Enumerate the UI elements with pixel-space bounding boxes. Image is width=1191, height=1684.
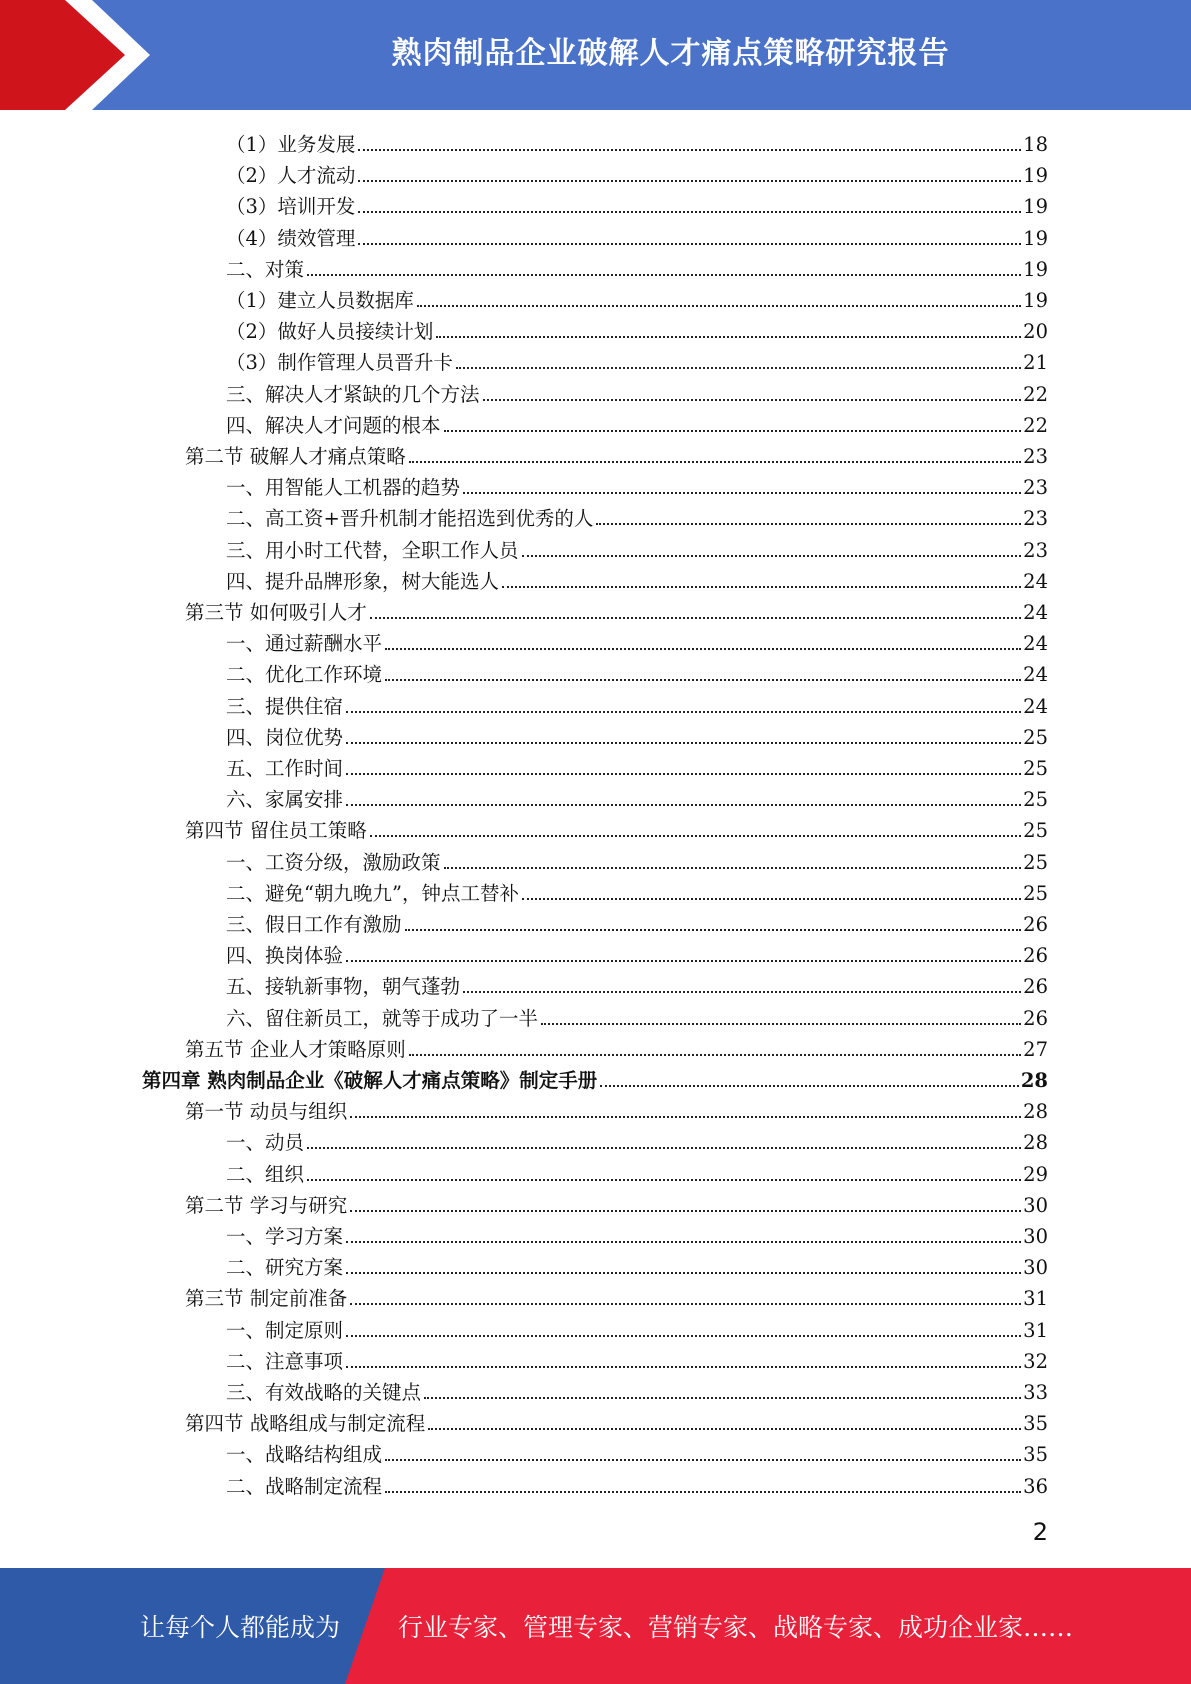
toc-subsection-entry[interactable] [226, 1469, 1048, 1500]
toc-subsection-entry[interactable] [226, 501, 1048, 532]
toc-section-entry[interactable] [185, 813, 1048, 844]
toc-entry-title: 二、研究方案 [226, 1256, 344, 1280]
toc-entry-page: 35 [1023, 1443, 1048, 1467]
report-title: 熟肉制品企业破解人才痛点策略研究报告 [391, 36, 950, 71]
toc-subsection-entry[interactable] [226, 189, 1048, 220]
toc-chapter-entry[interactable] [142, 1063, 1048, 1094]
toc-entry-title: 三、有效战略的关键点 [226, 1381, 422, 1404]
toc-dot-leader [346, 1335, 1021, 1337]
toc-entry-page: 26 [1023, 975, 1048, 999]
toc-dot-leader [502, 586, 1021, 588]
toc-dot-leader [307, 1179, 1021, 1181]
toc-entry-page: 35 [1023, 1412, 1048, 1436]
toc-subsection-entry[interactable] [226, 252, 1048, 283]
toc-section-entry[interactable] [185, 1094, 1048, 1125]
toc-dot-leader [350, 1116, 1021, 1118]
toc-subsection-entry[interactable] [226, 969, 1048, 1000]
toc-dot-leader [417, 305, 1021, 307]
toc-entry-page: 26 [1023, 913, 1048, 936]
toc-dot-leader [444, 867, 1022, 869]
toc-entry-title: 六、留住新员工，就等于成功了一半 [226, 1006, 539, 1030]
toc-entry-page: 31 [1023, 1318, 1048, 1342]
toc-subsection-entry[interactable] [226, 283, 1048, 314]
toc-dot-leader [444, 430, 1022, 432]
toc-subsection-entry[interactable] [226, 127, 1048, 158]
toc-dot-leader [370, 617, 1021, 619]
toc-subsection-entry[interactable] [226, 689, 1048, 720]
toc-entry-page: 28 [1023, 1131, 1048, 1155]
toc-dot-leader [350, 1303, 1021, 1305]
footer-slogan-right: 行业专家、管理专家、营销专家、战略专家、成功企业家…… [398, 1613, 1074, 1642]
toc-entry-title: 一、学习方案 [226, 1225, 344, 1248]
toc-entry-title: 第二节 学习与研究 [185, 1193, 348, 1217]
toc-dot-leader [370, 835, 1021, 837]
toc-subsection-entry[interactable] [226, 221, 1048, 252]
toc-dot-leader [600, 1085, 1019, 1087]
toc-entry-page: 30 [1023, 1193, 1048, 1217]
toc-entry-page: 19 [1023, 195, 1048, 219]
toc-entry-page: 30 [1023, 1225, 1048, 1248]
toc-entry-page: 19 [1023, 226, 1048, 250]
toc-dot-leader [463, 991, 1021, 993]
toc-subsection-entry[interactable] [226, 657, 1048, 688]
toc-entry-page: 25 [1023, 850, 1048, 874]
toc-entry-page: 36 [1023, 1474, 1048, 1498]
toc-dot-leader [385, 1491, 1021, 1493]
toc-entry-title: 第四节 留住员工策略 [185, 819, 367, 843]
toc-subsection-entry[interactable] [226, 377, 1048, 408]
toc-entry-title: （4）绩效管理 [226, 226, 356, 250]
toc-entry-page: 23 [1023, 476, 1048, 500]
toc-dot-leader [358, 243, 1021, 245]
toc-entry-title: 第四节 战略组成与制定流程 [185, 1412, 426, 1436]
toc-subsection-entry[interactable] [226, 1125, 1048, 1156]
toc-subsection-entry[interactable] [226, 907, 1048, 938]
toc-entry-page: 21 [1023, 351, 1048, 375]
toc-entry-title: 一、用智能人工机器的趋势 [226, 476, 461, 500]
toc-entry-page: 19 [1023, 289, 1048, 312]
toc-dot-leader [346, 804, 1021, 806]
toc-entry-page: 25 [1023, 819, 1048, 843]
toc-entry-page: 20 [1023, 320, 1048, 344]
toc-subsection-entry[interactable] [226, 470, 1048, 501]
toc-entry-title: 三、用小时工代替，全职工作人员 [226, 538, 519, 562]
toc-entry-page: 19 [1023, 164, 1048, 188]
toc-entry-page: 25 [1023, 881, 1048, 905]
toc-dot-leader [541, 1023, 1021, 1025]
toc-entry-page: 25 [1023, 757, 1048, 780]
toc-subsection-entry[interactable] [226, 314, 1048, 345]
toc-entry-page: 24 [1023, 694, 1048, 718]
toc-dot-leader [346, 742, 1021, 744]
toc-entry-title: （3）制作管理人员晋升卡 [226, 351, 453, 375]
toc-entry-page: 27 [1023, 1037, 1048, 1061]
toc-entry-title: 第四章 熟肉制品企业《破解人才痛点策略》制定手册 [142, 1069, 598, 1092]
toc-entry-title: 二、优化工作环境 [226, 663, 383, 687]
toc-subsection-entry[interactable] [226, 564, 1048, 595]
toc-dot-leader [307, 1147, 1021, 1149]
toc-dot-leader [409, 461, 1021, 463]
toc-entry-title: 二、对策 [226, 257, 305, 281]
toc-subsection-entry[interactable] [226, 1437, 1048, 1468]
toc-entry-page: 29 [1023, 1162, 1048, 1186]
toc-entry-page: 24 [1023, 569, 1048, 593]
toc-entry-page: 23 [1023, 445, 1048, 468]
toc-entry-page: 28 [1020, 1069, 1048, 1092]
footer-slogan-left: 让每个人都能成为 [140, 1613, 341, 1642]
toc-entry-page: 23 [1023, 507, 1048, 531]
toc-entry-page: 25 [1023, 725, 1048, 749]
toc-entry-title: 一、战略结构组成 [226, 1443, 383, 1467]
toc-entry-title: 六、家属安排 [226, 788, 344, 812]
toc-entry-title: 五、工作时间 [226, 757, 344, 780]
toc-subsection-entry[interactable] [226, 158, 1048, 189]
toc-dot-leader [385, 679, 1021, 681]
toc-dot-leader [463, 492, 1021, 494]
toc-section-entry[interactable] [185, 1032, 1048, 1063]
toc-subsection-entry[interactable] [226, 408, 1048, 439]
toc-dot-leader [596, 523, 1021, 525]
toc-entry-title: （1）业务发展 [226, 133, 356, 156]
toc-section-entry[interactable] [185, 439, 1048, 470]
toc-dot-leader [346, 1366, 1021, 1368]
toc-entry-title: 一、工资分级，激励政策 [226, 850, 441, 874]
toc-entry-page: 26 [1023, 944, 1048, 968]
toc-entry-title: 第三节 制定前准备 [185, 1287, 348, 1311]
toc-dot-leader [436, 336, 1021, 338]
toc-entry-title: （3）培训开发 [226, 195, 356, 219]
toc-subsection-entry[interactable] [226, 1001, 1048, 1032]
toc-subsection-entry[interactable] [226, 1375, 1048, 1406]
toc-entry-title: 三、假日工作有激励 [226, 913, 402, 936]
toc-entry-title: 第三节 如何吸引人才 [185, 601, 367, 624]
page-footer [0, 1568, 1191, 1684]
toc-entry-page: 18 [1023, 133, 1048, 156]
toc-entry-title: 四、换岗体验 [226, 944, 344, 968]
toc-entry-page: 25 [1023, 788, 1048, 812]
page-header [0, 0, 1191, 110]
toc-entry-page: 26 [1023, 1006, 1048, 1030]
toc-subsection-entry[interactable] [226, 533, 1048, 564]
toc-entry-title: 一、制定原则 [226, 1318, 344, 1342]
toc-entry-title: 四、岗位优势 [226, 725, 344, 749]
toc-dot-leader [346, 1241, 1021, 1243]
toc-section-entry[interactable] [185, 1188, 1048, 1219]
toc-section-entry[interactable] [185, 595, 1048, 626]
toc-entry-page: 19 [1023, 257, 1048, 281]
toc-dot-leader [350, 1210, 1021, 1212]
toc-entry-title: （2）做好人员接续计划 [226, 320, 434, 344]
toc-entry-page: 22 [1023, 413, 1048, 437]
toc-subsection-entry[interactable] [226, 720, 1048, 751]
toc-dot-leader [346, 711, 1021, 713]
toc-subsection-entry[interactable] [226, 626, 1048, 657]
toc-section-entry[interactable] [185, 1281, 1048, 1312]
toc-dot-leader [346, 1272, 1021, 1274]
toc-dot-leader [409, 1054, 1021, 1056]
toc-entry-title: 四、解决人才问题的根本 [226, 413, 441, 437]
toc-entry-title: 第二节 破解人才痛点策略 [185, 445, 406, 468]
toc-dot-leader [483, 399, 1022, 401]
toc-entry-title: 二、避免“朝九晚九”，钟点工替补 [226, 881, 519, 905]
toc-dot-leader [385, 1459, 1021, 1461]
toc-dot-leader [522, 898, 1021, 900]
toc-entry-page: 28 [1023, 1100, 1048, 1124]
page-number: 2 [1032, 1518, 1048, 1546]
toc-subsection-entry[interactable] [226, 1157, 1048, 1188]
toc-entry-title: 一、动员 [226, 1131, 305, 1155]
toc-entry-title: 五、接轨新事物，朝气蓬勃 [226, 975, 461, 999]
toc-entry-page: 32 [1023, 1349, 1048, 1373]
toc-subsection-entry[interactable] [226, 845, 1048, 876]
toc-entry-page: 24 [1023, 663, 1048, 687]
toc-subsection-entry[interactable] [226, 1219, 1048, 1250]
toc-entry-title: 第五节 企业人才策略原则 [185, 1037, 406, 1061]
toc-subsection-entry[interactable] [226, 782, 1048, 813]
toc-subsection-entry[interactable] [226, 1250, 1048, 1281]
toc-entry-page: 23 [1023, 538, 1048, 562]
toc-entry-title: （2）人才流动 [226, 164, 356, 188]
toc-dot-leader [424, 1397, 1021, 1399]
toc-subsection-entry[interactable] [226, 938, 1048, 969]
toc-dot-leader [405, 929, 1022, 931]
toc-entry-title: 三、解决人才紧缺的几个方法 [226, 382, 480, 406]
toc-entry-page: 24 [1023, 632, 1048, 656]
toc-subsection-entry[interactable] [226, 1344, 1048, 1375]
toc-entry-title: 一、通过薪酬水平 [226, 632, 383, 656]
toc-dot-leader [346, 960, 1021, 962]
toc-subsection-entry[interactable] [226, 876, 1048, 907]
toc-entry-page: 31 [1023, 1287, 1048, 1311]
toc-entry-page: 30 [1023, 1256, 1048, 1280]
toc-dot-leader [522, 555, 1022, 557]
toc-entry-page: 33 [1023, 1381, 1048, 1404]
toc-section-entry[interactable] [185, 1406, 1048, 1437]
toc-entry-title: （1）建立人员数据库 [226, 289, 414, 312]
toc-entry-page: 22 [1023, 382, 1048, 406]
toc-subsection-entry[interactable] [226, 1313, 1048, 1344]
toc-entry-title: 二、注意事项 [226, 1349, 344, 1373]
toc-subsection-entry[interactable] [226, 751, 1048, 782]
toc-dot-leader [358, 211, 1021, 213]
toc-entry-title: 四、提升品牌形象，树大能选人 [226, 569, 500, 593]
toc-entry-title: 二、组织 [226, 1162, 305, 1186]
toc-entry-title: 二、战略制定流程 [226, 1474, 383, 1498]
toc-dot-leader [385, 648, 1021, 650]
toc-dot-leader [456, 367, 1021, 369]
toc-entry-title: 三、提供住宿 [226, 694, 344, 718]
toc-dot-leader [358, 180, 1021, 182]
toc-dot-leader [358, 149, 1021, 151]
toc-subsection-entry[interactable] [226, 345, 1048, 376]
toc-dot-leader [428, 1428, 1021, 1430]
toc-entry-title: 第一节 动员与组织 [185, 1100, 348, 1124]
toc-entry-title: 二、高工资+晋升机制才能招选到优秀的人 [226, 507, 594, 531]
toc-dot-leader [307, 274, 1021, 276]
toc-dot-leader [346, 773, 1021, 775]
toc-entry-page: 24 [1023, 601, 1048, 624]
